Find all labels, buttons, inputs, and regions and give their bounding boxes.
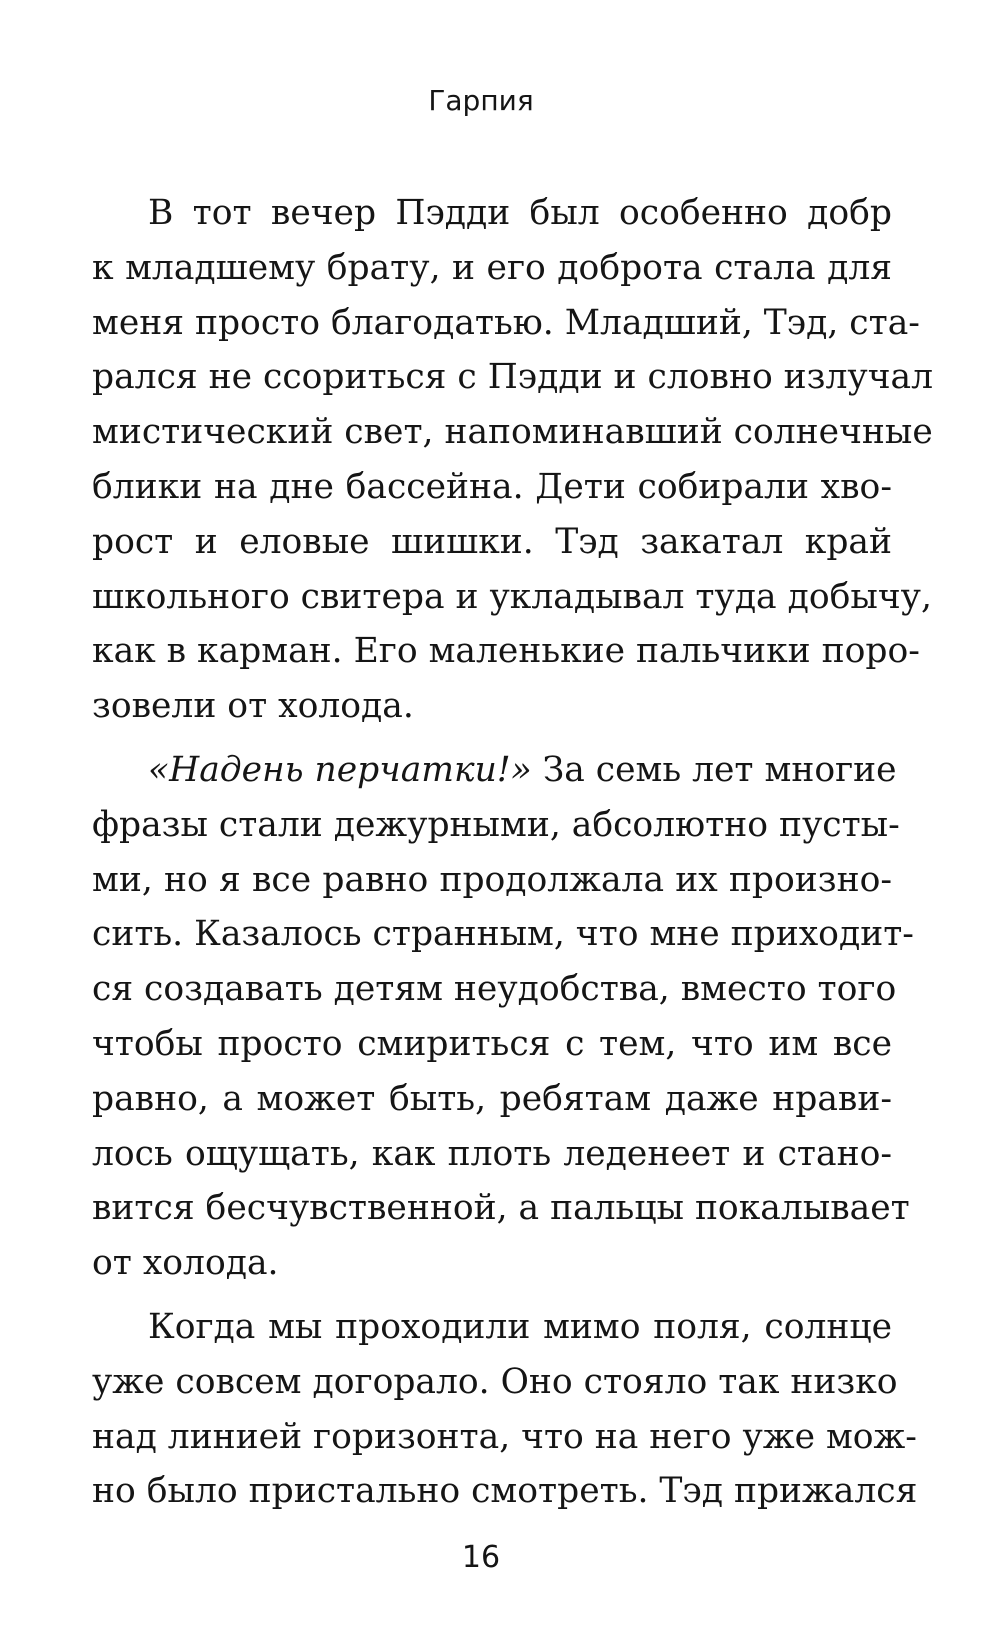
text-line: над линией горизонта, что на него уже мож- [92, 1416, 917, 1457]
text-line: равно, а может быть, ребятам даже нрави- [92, 1078, 892, 1119]
text-line: уже совсем догорало. Оно стояло так низко [92, 1361, 898, 1402]
text-line: но было пристально смотреть. Тэд прижался [92, 1471, 918, 1512]
text-line: чтобы просто смириться с тем, что им все [92, 1023, 892, 1064]
text-line: сить. Казалось странным, что мне приходит- [92, 914, 914, 955]
text-line [92, 743, 897, 798]
text-line: ся создавать детям неудобства, вместо того [92, 969, 897, 1010]
text-fragment: За семь лет многие [542, 749, 897, 790]
page-number: 16 [461, 1540, 501, 1575]
text-line: вится бесчувственной, а пальцы покалывает [92, 1188, 910, 1229]
text-line: Когда мы проходили мимо поля, солнце [148, 1306, 892, 1347]
text-line: школьного свитера и укладывал туда добычу, [92, 576, 932, 617]
text-line: рался не ссориться с Пэдди и словно излучал [92, 357, 934, 398]
text-line: как в карман. Его маленькие пальчики поро- [92, 631, 920, 672]
text-line: мистический свет, напоминавший солнечные [92, 412, 933, 453]
text-line: к младшему брату, и его доброта стала для [92, 247, 892, 288]
running-head: Гарпия [428, 84, 534, 117]
text-line: В тот вечер Пэдди был особенно добр [148, 193, 892, 233]
text-line: ми, но я все равно продолжала их произно- [92, 859, 892, 900]
text-line: фразы стали дежурными, абсолютно пусты- [92, 804, 900, 845]
text-line: блики на дне бассейна. Дети собирали хво- [92, 466, 892, 507]
text-line: рост и еловые шишки. Тэд закатал край [92, 521, 892, 562]
quote-text: «Надень перчатки!» [148, 749, 532, 790]
body-text [92, 186, 934, 1519]
text-line: от холода. [92, 1243, 279, 1284]
text-line: меня просто благодатью. Младший, Тэд, ста- [92, 302, 920, 343]
text-line: зовели от холода. [92, 686, 414, 727]
text-line: лось ощущать, как плоть леденеет и стано- [92, 1133, 892, 1174]
